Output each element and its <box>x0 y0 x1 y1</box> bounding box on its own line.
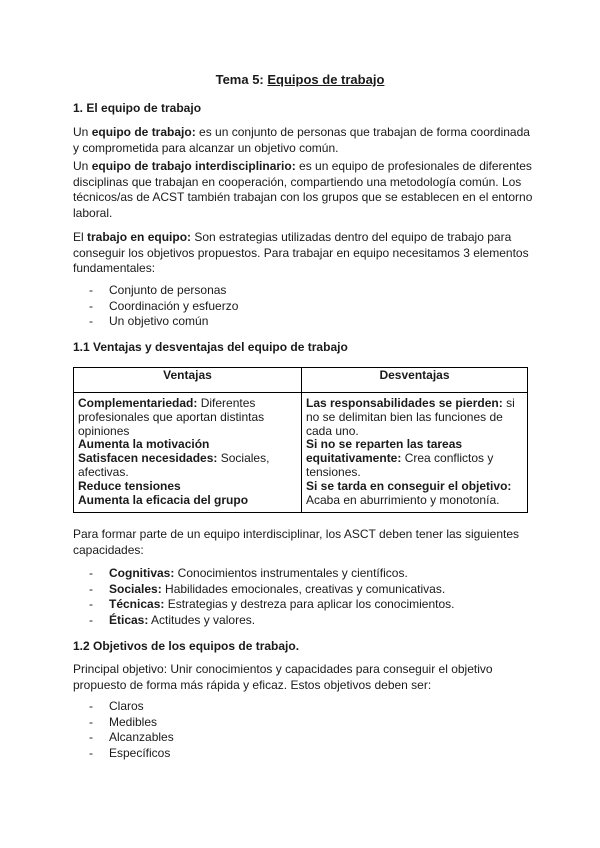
definition-equipo-interdisciplinario: Un equipo de trabajo interdisciplinario: es un equipo de profesionales de diferentes disciplinas que trabajan en cooperación, compartiendo una metodología común. Los técnicos/as de ACST también trabajan con los grupos que se establecen en el entorno laboral. <box>73 159 533 220</box>
table-header-ventajas: Ventajas <box>74 368 302 393</box>
advantages-table <box>73 367 528 513</box>
table-item: Complementariedad: Diferentes profesionales que aportan distintas opiniones <box>78 396 265 438</box>
section-1-2-heading: 1.2 Objetivos de los equipos de trabajo. <box>73 639 300 653</box>
title-underlined: Equipos de trabajo <box>267 72 385 87</box>
list-item: - Un objetivo común <box>89 314 209 328</box>
list-item: - Cognitivas: Conocimientos instrumentales y científicos. <box>89 566 408 580</box>
list-item: - Específicos <box>89 745 171 760</box>
list-item: - Medibles <box>89 714 158 729</box>
objectives-list <box>73 699 174 761</box>
table-item: Aumenta la motivación <box>78 437 210 452</box>
capacities-intro: Para formar parte de un equipo interdisciplinar, los ASCT deben tener las siguientes capacidades: <box>73 527 520 557</box>
objectives-paragraph: Principal objetivo: Unir conocimientos y capacidades para conseguir el objetivo propuesto de forma más rápida y eficaz. Estos objetivos deben ser: <box>73 662 493 692</box>
section-1-1-heading: 1.1 Ventajas y desventajas del equipo de trabajo <box>73 340 348 354</box>
list-item: - Claros <box>89 699 144 713</box>
desventajas-cell <box>302 393 528 513</box>
table-item: Las responsabilidades se pierden: si no se delimitan bien las funciones de cada uno. <box>306 396 515 438</box>
list-item: - Sociales: Habilidades emocionales, creativas y comunicativas. <box>89 581 446 596</box>
table-item: Aumenta la eficacia del grupo <box>78 492 249 507</box>
table-item: Si no se reparten las tareas equitativamente: Crea conflictos y tensiones. <box>306 437 494 479</box>
definition-equipo-trabajo: Un equipo de trabajo: es un conjunto de personas que trabajan de forma coordinada y comprometida para alcanzar un objetivo común. <box>73 125 530 155</box>
list-item: - Coordinación y esfuerzo <box>89 298 239 313</box>
list-item: - Alcanzables <box>89 730 174 744</box>
list-item: - Conjunto de personas <box>89 283 227 297</box>
table-header-desventajas: Desventajas <box>302 368 528 393</box>
table-item: Reduce tensiones <box>78 478 181 493</box>
page-title: Tema 5: Equipos de trabajo <box>215 72 385 87</box>
definition-trabajo-en-equipo: El trabajo en equipo: Son estrategias utilizadas dentro del equipo de trabajo para conseguir los objetivos propuestos. Para trabajar en equipo necesitamos 3 elementos fundamentales: <box>73 230 529 275</box>
elements-list <box>73 283 238 330</box>
table-item: Si se tarda en conseguir el objetivo: Acaba en aburrimiento y monotonía. <box>306 478 512 507</box>
section-1-heading: 1. El equipo de trabajo <box>73 101 202 115</box>
list-item: - Técnicas: Estrategias y destreza para aplicar los conocimientos. <box>89 597 455 611</box>
table-item: Satisfacen necesidades: Sociales, afectivas. <box>78 451 270 479</box>
ventajas-cell <box>74 393 302 513</box>
list-item: - Éticas: Actitudes y valores. <box>89 612 256 627</box>
capacities-list <box>73 566 455 628</box>
